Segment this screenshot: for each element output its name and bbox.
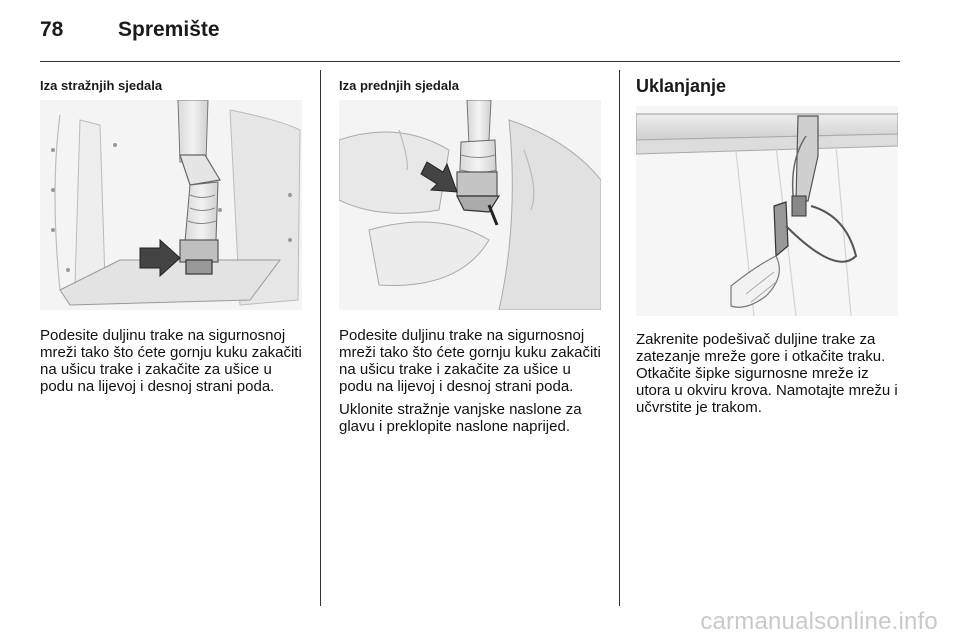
paragraph: Podesite duljinu trake na sigurnosnoj mreži tako što ćete gornju kuku zakačiti na ušicu trake i zakačite za ušice u podu na lijevoj i desnoj strani poda. [339,327,601,395]
paragraph: Podesite duljinu trake na sigurnosnoj mreži tako što ćete gornju kuku zakačiti na ušicu trake i zakačite za ušice u podu na lijevoj i desnoj strani poda. [40,327,302,395]
header-divider [40,61,900,62]
section-heading: Iza stražnjih sjedala [40,78,163,93]
section-heading: Iza prednjih sjedala [339,78,459,93]
roof-rail-net-removal-illustration-icon [636,106,898,316]
front-seat-cargo-net-hook-illustration-icon [339,100,601,310]
column-divider-2 [619,70,620,606]
paragraph: Uklonite stražnje vanjske naslone za glavu i preklopite naslone naprijed. [339,401,582,435]
column-rear-seats [40,70,306,395]
rear-seat-cargo-net-hook-illustration-icon [40,100,302,310]
section-heading: Uklanjanje [636,76,727,96]
watermark: carmanualsonline.info [700,608,938,635]
page-number: 78 [40,18,64,41]
column-removal [636,70,906,416]
column-front-seats [339,70,605,435]
paragraph: Zakrenite podešivač duljine trake za zatezanje mreže gore i otkačite traku. Otkačite šipke sigurnosne mreže iz utora u okviru krova. Namotajte mrežu i učvrstite je trakom. [636,331,898,416]
page-title: Spremište [118,18,220,41]
page-header [40,18,220,48]
column-divider-1 [320,70,321,606]
